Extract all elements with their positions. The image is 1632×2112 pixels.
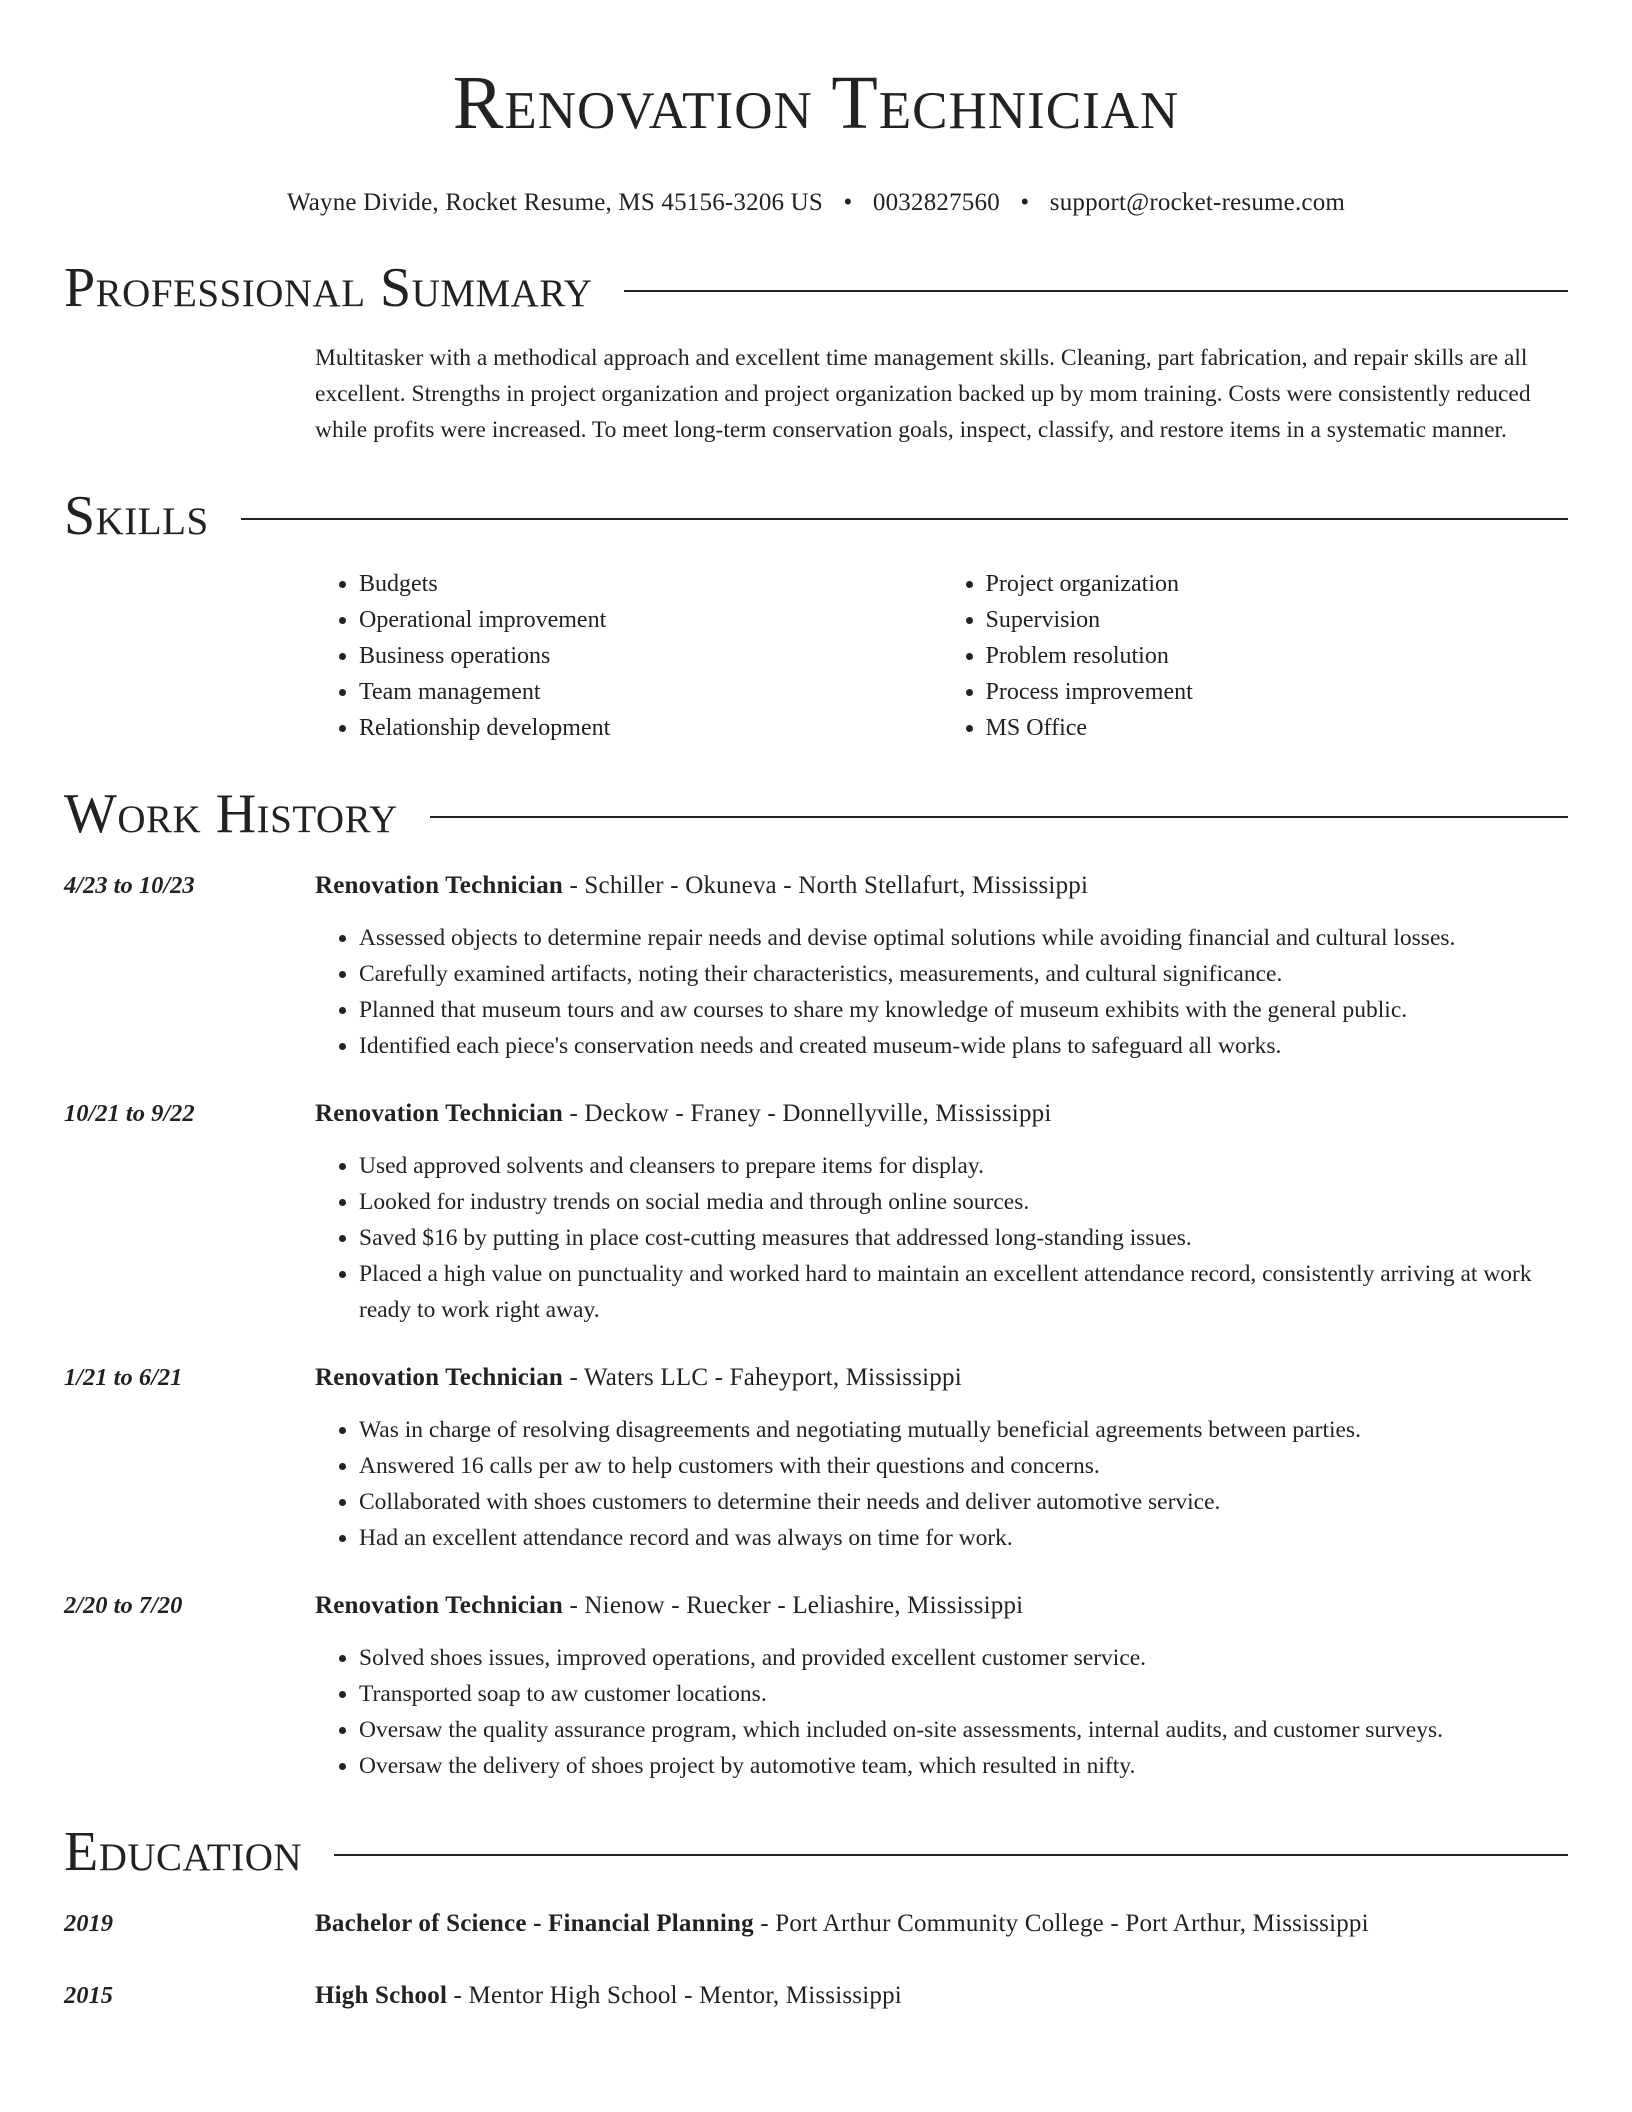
job-employer: - Nienow - Ruecker - Leliashire, Mississippi [563,1592,1024,1619]
contact-line [64,186,1568,220]
job-employer: - Schiller - Okuneva - North Stellafurt, Mississippi [563,872,1089,899]
job-dates: 4/23 to 10/23 [64,872,195,899]
job-body [315,1358,1568,1556]
summary-section-header [64,256,1568,320]
job-bullet: • Identified each piece's conservation needs and created museum-wide plans to safeguard all works. [359,1028,1568,1064]
job-role: Renovation Technician [315,872,563,899]
job-bullet: • Looked for industry trends on social media and through online sources. [359,1184,1568,1220]
skill-item: • Project organization [986,566,1569,602]
job-employer: - Waters LLC - Faheyport, Mississippi [563,1364,962,1391]
skill-item: • Relationship development [359,710,942,746]
skill-item: • Supervision [986,602,1569,638]
job-employer: - Deckow - Franey - Donnellyville, Mississippi [563,1100,1052,1127]
job-bullet: • Transported soap to aw customer locations. [359,1676,1568,1712]
education-school: - Port Arthur Community College - Port Arthur, Mississippi [753,1910,1369,1937]
job-bullet: • Saved $16 by putting in place cost-cutting measures that addressed long-standing issues. [359,1220,1568,1256]
job-entry [64,1358,1568,1556]
summary-section-title: Professional Summary [64,257,593,319]
job-role: Renovation Technician [315,1364,563,1391]
education-line [315,1904,1369,1944]
job-title-line [315,1358,1568,1398]
job-dates: 1/21 to 6/21 [64,1364,183,1391]
skills-list [315,566,1568,746]
job-bullet: • Assessed objects to determine repair needs and devise optimal solutions while avoiding financial and cultural losses. [359,920,1568,956]
job-title-line [315,1094,1568,1134]
skill-item: • Problem resolution [986,638,1569,674]
job-body [315,866,1568,1064]
summary-text: Multitasker with a methodical approach and excellent time management skills. Cleaning, part fabrication, and repair skills are all excellent. Strengths in project organization and project organization backed up by mom training. Costs were consistently reduced while profits were increased. To meet long-term conservation goals, inspect, classify, and restore items in a systematic manner. [315,345,1531,443]
contact-email: support@rocket-resume.com [1049,189,1346,216]
job-title-line [315,1586,1568,1626]
job-bullet: • Oversaw the quality assurance program, which included on-site assessments, internal audits, and customer surveys. [359,1712,1568,1748]
education-degree: Bachelor of Science - Financial Planning [315,1910,754,1937]
job-title-line [315,866,1568,906]
job-entry [64,1586,1568,1784]
contact-separator: • [843,189,853,216]
job-bullet: • Placed a high value on punctuality and worked hard to maintain an excellent attendance record, consistently arriving at work ready to work right away. [359,1256,1568,1328]
education-year: 2015 [64,1982,113,2009]
section-divider [430,816,1568,818]
job-bullets [315,1640,1568,1784]
skill-item: • Budgets [359,566,942,602]
skills-section-title: Skills [64,485,209,547]
skill-item: • Process improvement [986,674,1569,710]
job-bullet: • Collaborated with shoes customers to determine their needs and deliver automotive service. [359,1484,1568,1520]
skills-column-right [942,566,1569,746]
education-entry [64,1904,1568,1944]
section-divider [624,290,1568,292]
section-divider [241,518,1568,520]
contact-phone: 0032827560 [872,189,1000,216]
skill-item: • Business operations [359,638,942,674]
job-body [315,1586,1568,1784]
work-section-header [64,782,1568,846]
job-bullet: • Planned that museum tours and aw courses to share my knowledge of museum exhibits with the general public. [359,992,1568,1028]
job-bullets [315,920,1568,1064]
education-school: - Mentor High School - Mentor, Mississippi [447,1982,902,2009]
skills-column-left [315,566,942,746]
job-bullet: • Was in charge of resolving disagreements and negotiating mutually beneficial agreements between parties. [359,1412,1568,1448]
job-role: Renovation Technician [315,1592,563,1619]
work-section-title: Work History [64,783,398,845]
job-bullets [315,1412,1568,1556]
education-year: 2019 [64,1910,113,1937]
job-body [315,1094,1568,1328]
job-bullet: • Solved shoes issues, improved operations, and provided excellent customer service. [359,1640,1568,1676]
job-bullet: • Oversaw the delivery of shoes project by automotive team, which resulted in nifty. [359,1748,1568,1784]
skill-item: • Team management [359,674,942,710]
contact-separator: • [1020,189,1030,216]
education-entry [64,1976,1568,2016]
skills-section-header [64,484,1568,548]
education-section-header [64,1820,1568,1884]
job-role: Renovation Technician [315,1100,563,1127]
job-bullets [315,1148,1568,1328]
job-entry [64,866,1568,1064]
job-bullet: • Answered 16 calls per aw to help customers with their questions and concerns. [359,1448,1568,1484]
contact-address: Wayne Divide, Rocket Resume, MS 45156-3206 US [286,189,824,216]
education-line [315,1976,902,2016]
job-bullet: • Carefully examined artifacts, noting their characteristics, measurements, and cultural significance. [359,956,1568,992]
job-dates: 10/21 to 9/22 [64,1100,195,1127]
section-divider [334,1854,1568,1856]
job-entry [64,1094,1568,1328]
education-section-title: Education [64,1821,303,1883]
job-bullet: • Had an excellent attendance record and was always on time for work. [359,1520,1568,1556]
education-degree: High School [315,1982,448,2009]
skill-item: • MS Office [986,710,1569,746]
resume-name: Renovation Technician [452,61,1180,145]
job-dates: 2/20 to 7/20 [64,1592,183,1619]
skill-item: • Operational improvement [359,602,942,638]
job-bullet: • Used approved solvents and cleansers to prepare items for display. [359,1148,1568,1184]
